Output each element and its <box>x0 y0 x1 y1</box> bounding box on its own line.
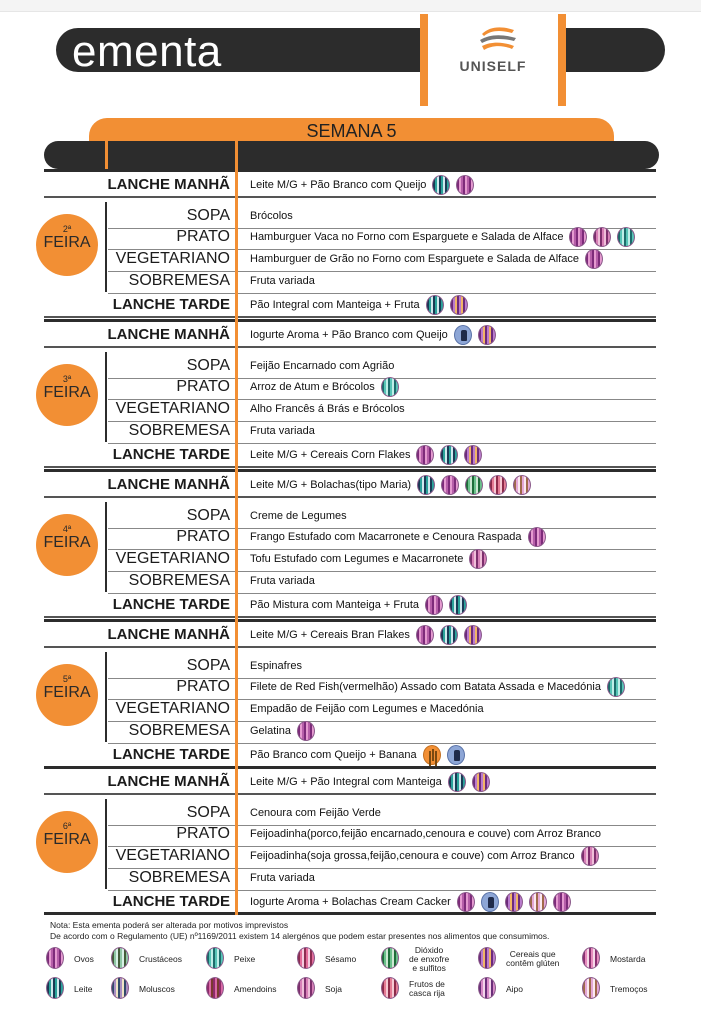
dish-text <box>250 174 474 196</box>
meal-row <box>44 845 656 867</box>
leite-icon <box>449 595 467 615</box>
peixe-icon <box>206 947 224 969</box>
meal-row <box>44 270 656 292</box>
dish-text <box>250 398 405 420</box>
meal-label: LANCHE TARDE <box>112 746 230 763</box>
allergen-icons <box>457 892 571 912</box>
dish-name: Hamburguer Vaca no Forno com Esparguete e Salada de Alface <box>250 231 564 243</box>
amendoins-icon <box>206 977 224 999</box>
dish-name: Arroz de Atum e Brócolos <box>250 381 375 393</box>
meal-label: PRATO <box>176 378 230 395</box>
meal-label: VEGETARIANO <box>115 400 230 417</box>
meal-label: SOPA <box>186 804 230 821</box>
meal-label: SOPA <box>186 507 230 524</box>
ovos-icon <box>416 625 434 645</box>
wheat-icon <box>423 745 441 765</box>
tremocos-icon <box>529 892 547 912</box>
meal-row <box>44 823 656 845</box>
allergen-icons <box>607 677 625 697</box>
day-bracket <box>105 799 107 889</box>
dish-text <box>250 376 399 398</box>
day-separator <box>44 619 656 622</box>
snack-row <box>44 771 656 793</box>
gluten-icon <box>464 445 482 465</box>
meal-row <box>44 676 656 698</box>
meal-label: LANCHE TARDE <box>112 893 230 910</box>
row-rule <box>44 466 656 468</box>
top-decoration-strip <box>0 0 701 12</box>
dioxido-icon <box>465 475 483 495</box>
column-divider-left <box>105 141 108 169</box>
week-title: SEMANA 5 <box>89 118 614 144</box>
ovos-icon <box>553 892 571 912</box>
peixe-icon <box>607 677 625 697</box>
allergen-icons <box>469 549 487 569</box>
row-rule <box>44 793 656 795</box>
row-rule <box>44 616 656 618</box>
dish-name: Leite M/G + Pão Integral com Manteiga <box>250 776 442 788</box>
leite-icon <box>417 475 435 495</box>
allergen-icons <box>569 227 635 247</box>
dish-name: Fruta variada <box>250 575 315 587</box>
legend-label: Aipo <box>506 983 524 994</box>
peixe-icon <box>381 377 399 397</box>
dish-name: Leite M/G + Pão Branco com Queijo <box>250 179 427 191</box>
ovos-icon <box>441 475 459 495</box>
tremocos-icon <box>513 475 531 495</box>
day-badge <box>36 514 98 576</box>
snack-row <box>44 594 656 616</box>
dish-text <box>250 698 484 720</box>
crustaceos-icon <box>111 947 129 969</box>
dioxido-icon <box>381 947 399 969</box>
gluten-icon <box>450 295 468 315</box>
ovos-icon <box>569 227 587 247</box>
allergen-icons <box>416 625 482 645</box>
snack-row <box>44 624 656 646</box>
frutos-icon <box>381 977 399 999</box>
tremocos-icon <box>582 977 600 999</box>
day-separator <box>44 766 656 769</box>
meal-label: SOBREMESA <box>128 722 230 739</box>
legend-label: Leite <box>74 983 93 994</box>
day-number: 4ª <box>62 524 72 534</box>
legend-label: Moluscos <box>139 983 175 994</box>
soja-icon <box>297 977 315 999</box>
day-name: FEIRA <box>43 534 91 551</box>
dish-text <box>250 802 381 824</box>
meal-label: VEGETARIANO <box>115 550 230 567</box>
dish-name: Espinafres <box>250 660 302 672</box>
dish-name: Hamburguer de Grão no Forno com Esparguete e Salada de Alface <box>250 253 579 265</box>
meal-row <box>44 420 656 442</box>
meal-label: PRATO <box>176 528 230 545</box>
day-separator <box>44 319 656 322</box>
meal-label: LANCHE MANHÃ <box>107 476 230 493</box>
day-bracket <box>105 352 107 442</box>
snack-row <box>44 474 656 496</box>
dish-text <box>250 570 315 592</box>
allergen-icons <box>585 249 603 269</box>
dish-text <box>250 655 302 677</box>
ovos-icon <box>297 721 315 741</box>
column-divider-main <box>235 141 238 915</box>
dish-name: Gelatina <box>250 725 291 737</box>
dish-name: Leite M/G + Bolachas(tipo Maria) <box>250 479 412 491</box>
dish-name: Feijoadinha(porco,feijão encarnado,cenoura e couve) com Arroz Branco <box>250 828 601 840</box>
legend-label: Frutos de casca rija <box>409 979 445 998</box>
bottle-icon <box>454 325 472 345</box>
aipo-icon <box>478 977 496 999</box>
day-name: FEIRA <box>43 684 91 701</box>
day-bracket <box>105 502 107 592</box>
dish-name: Leite M/G + Cereais Corn Flakes <box>250 449 411 461</box>
allergen-icons <box>448 772 490 792</box>
meal-label: LANCHE MANHÃ <box>107 326 230 343</box>
dish-name: Fruta variada <box>250 275 315 287</box>
gluten-icon <box>472 772 490 792</box>
snack-row <box>44 174 656 196</box>
sesamo-icon <box>297 947 315 969</box>
gluten-icon <box>478 325 496 345</box>
day-number: 6ª <box>62 821 72 831</box>
meal-row <box>44 655 656 677</box>
allergen-icons <box>416 445 482 465</box>
dish-name: Pão Mistura com Manteiga + Fruta <box>250 599 420 611</box>
soja-icon <box>593 227 611 247</box>
day-number: 3ª <box>62 374 72 384</box>
allergen-icons <box>417 475 531 495</box>
snack-row <box>44 891 656 913</box>
dish-text <box>250 205 293 227</box>
note-line-1: Nota: Esta ementa poderá ser alterada por motivos imprevistos <box>50 920 289 930</box>
peixe-icon <box>617 227 635 247</box>
dish-text <box>250 420 315 442</box>
day-badge <box>36 811 98 873</box>
meal-row <box>44 802 656 824</box>
dish-name: Pão Integral com Manteiga + Fruta <box>250 299 420 311</box>
dish-text <box>250 355 394 377</box>
allergen-icons <box>426 295 468 315</box>
meal-label: VEGETARIANO <box>115 847 230 864</box>
ovos-icon <box>456 175 474 195</box>
dish-name: Filete de Red Fish(vermelhão) Assado com Batata Assada e Macedónia <box>250 681 601 693</box>
meal-row <box>44 867 656 889</box>
ovos-icon <box>46 947 64 969</box>
dish-name: Feijoadinha(soja grossa,feijão,cenoura e couve) com Arroz Branco <box>250 850 575 862</box>
dish-name: Fruta variada <box>250 425 315 437</box>
leite-icon <box>46 977 64 999</box>
dish-text <box>250 548 487 570</box>
logo <box>420 14 566 106</box>
meal-row <box>44 355 656 377</box>
allergen-note <box>50 920 549 942</box>
ovos-icon <box>416 445 434 465</box>
meal-label: VEGETARIANO <box>115 700 230 717</box>
snack-row <box>44 294 656 316</box>
meal-row <box>44 226 656 248</box>
dish-text <box>250 526 546 548</box>
meal-label: LANCHE TARDE <box>112 296 230 313</box>
meal-label: SOPA <box>186 357 230 374</box>
dish-text <box>250 823 601 845</box>
meal-row <box>44 548 656 570</box>
meal-row <box>44 248 656 270</box>
allergen-icons <box>425 595 467 615</box>
day-name: FEIRA <box>43 831 91 848</box>
dish-text <box>250 676 625 698</box>
soja-icon <box>581 846 599 866</box>
meal-label: SOBREMESA <box>128 572 230 589</box>
bottle-icon <box>481 892 499 912</box>
dish-name: Feijão Encarnado com Agrião <box>250 360 395 372</box>
dish-name: Pão Branco com Queijo + Banana <box>250 749 417 761</box>
ovos-icon <box>585 249 603 269</box>
gluten-icon <box>464 625 482 645</box>
day-separator <box>44 169 656 172</box>
meal-label: SOBREMESA <box>128 422 230 439</box>
allergen-icons <box>528 527 546 547</box>
dish-text <box>250 505 347 527</box>
meal-row <box>44 398 656 420</box>
meal-row <box>44 526 656 548</box>
ovos-icon <box>457 892 475 912</box>
dish-text <box>250 744 465 766</box>
soja-icon <box>469 549 487 569</box>
meal-label: PRATO <box>176 228 230 245</box>
legend-label: Ovos <box>74 953 94 964</box>
meal-label: LANCHE MANHÃ <box>107 176 230 193</box>
ovos-icon <box>425 595 443 615</box>
meal-label: SOBREMESA <box>128 869 230 886</box>
meal-label: PRATO <box>176 678 230 695</box>
meal-row <box>44 205 656 227</box>
row-rule <box>44 646 656 648</box>
day-name: FEIRA <box>43 384 91 401</box>
meal-row <box>44 570 656 592</box>
row-rule <box>44 346 656 348</box>
meal-label: SOPA <box>186 657 230 674</box>
meal-label: VEGETARIANO <box>115 250 230 267</box>
day-number: 2ª <box>62 224 72 234</box>
day-bracket <box>105 202 107 292</box>
meal-label: LANCHE TARDE <box>112 596 230 613</box>
allergen-icons <box>454 325 496 345</box>
leite-icon <box>440 445 458 465</box>
meal-label: PRATO <box>176 825 230 842</box>
snack-row <box>44 444 656 466</box>
row-rule <box>44 316 656 318</box>
legend-label: Tremoços <box>610 983 648 994</box>
leite-icon <box>440 625 458 645</box>
meal-row <box>44 376 656 398</box>
allergen-icons <box>381 377 399 397</box>
dish-text <box>250 474 531 496</box>
dish-text <box>250 594 467 616</box>
dish-text <box>250 891 571 913</box>
day-separator <box>44 469 656 472</box>
dish-name: Empadão de Feijão com Legumes e Macedónia <box>250 703 484 715</box>
page-title: ementa <box>72 27 222 76</box>
legend-label: Soja <box>325 983 343 994</box>
dish-name: Alho Francês á Brás e Brócolos <box>250 403 405 415</box>
snack-row <box>44 324 656 346</box>
note-line-2: De acordo com o Regulamento (UE) nº1169/2011 existem 14 alergénos que podem estar presentes nos alimentos que consumimos. <box>50 931 550 941</box>
allergen-icons <box>432 175 474 195</box>
meal-row <box>44 505 656 527</box>
legend-label: Peixe <box>234 953 256 964</box>
legend-label: Cereais que contêm glúten <box>506 949 560 968</box>
dish-name: Creme de Legumes <box>250 510 347 522</box>
dish-text <box>250 845 599 867</box>
meal-label: LANCHE MANHÃ <box>107 773 230 790</box>
ovos-icon <box>528 527 546 547</box>
meal-label: LANCHE MANHÃ <box>107 626 230 643</box>
allergen-icons <box>423 745 465 765</box>
dish-text <box>250 444 482 466</box>
moluscos-icon <box>111 977 129 999</box>
dish-text <box>250 248 603 270</box>
legend-label: Sésamo <box>325 953 357 964</box>
day-badge <box>36 664 98 726</box>
allergen-icons <box>297 721 315 741</box>
leite-icon <box>426 295 444 315</box>
day-badge <box>36 214 98 276</box>
meal-label: LANCHE TARDE <box>112 446 230 463</box>
dish-text <box>250 270 315 292</box>
uniself-logo-icon <box>474 24 520 54</box>
leite-icon <box>448 772 466 792</box>
day-bracket <box>105 652 107 742</box>
bottle-icon <box>447 745 465 765</box>
dish-name: Tofu Estufado com Legumes e Macarronete <box>250 553 464 565</box>
legend-label: Dióxido de enxofre e sulfitos <box>409 944 450 973</box>
dish-name: Leite M/G + Cereais Bran Flakes <box>250 629 410 641</box>
dish-text <box>250 771 490 793</box>
logo-text: UNISELF <box>459 58 527 74</box>
meal-label: SOBREMESA <box>128 272 230 289</box>
dish-name: Iogurte Aroma + Bolachas Cream Cacker <box>250 896 451 908</box>
row-rule <box>44 196 656 198</box>
dish-text <box>250 324 496 346</box>
meal-row <box>44 720 656 742</box>
gluten-icon <box>478 947 496 969</box>
dish-name: Cenoura com Feijão Verde <box>250 807 381 819</box>
allergen-icons <box>581 846 599 866</box>
day-name: FEIRA <box>43 234 91 251</box>
dish-text <box>250 294 468 316</box>
legend-label: Crustáceos <box>139 953 182 964</box>
day-separator <box>44 912 656 915</box>
dish-name: Frango Estufado com Macarronete e Cenoura Raspada <box>250 531 522 543</box>
dish-text <box>250 226 635 248</box>
dish-name: Fruta variada <box>250 872 315 884</box>
meal-label: SOPA <box>186 207 230 224</box>
table-header-bar <box>44 141 659 169</box>
dish-text <box>250 720 315 742</box>
meal-row <box>44 698 656 720</box>
leite-icon <box>432 175 450 195</box>
dish-text <box>250 624 482 646</box>
row-rule <box>44 496 656 498</box>
frutos-icon <box>489 475 507 495</box>
legend-label: Mostarda <box>610 953 646 964</box>
legend-label: Amendoins <box>234 983 277 994</box>
mostarda-icon <box>582 947 600 969</box>
dish-text <box>250 867 315 889</box>
gluten-icon <box>505 892 523 912</box>
dish-name: Iogurte Aroma + Pão Branco com Queijo <box>250 329 448 341</box>
day-badge <box>36 364 98 426</box>
dish-name: Brócolos <box>250 210 293 222</box>
day-number: 5ª <box>62 674 72 684</box>
snack-row <box>44 744 656 766</box>
